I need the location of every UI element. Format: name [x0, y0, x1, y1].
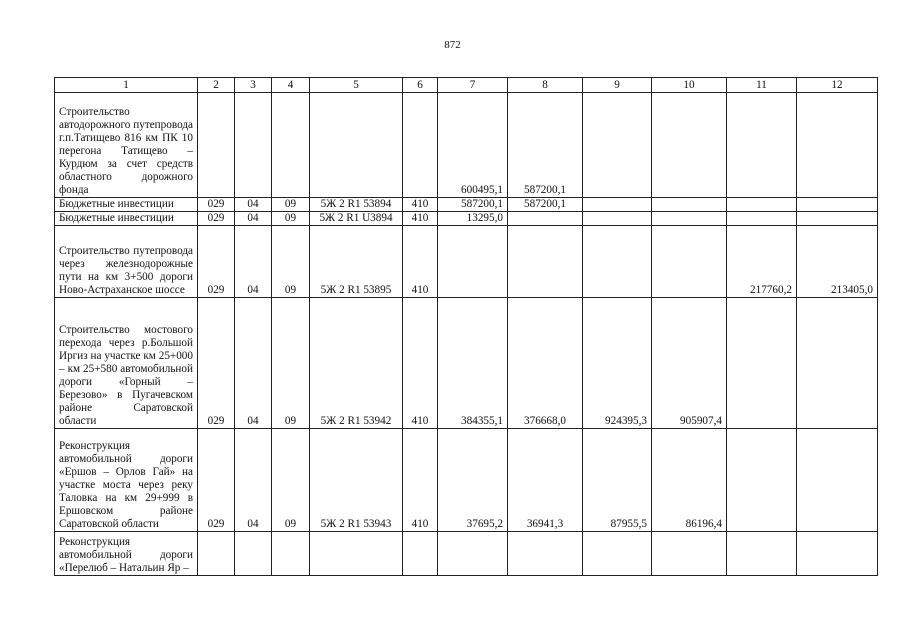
row-name: Бюджетные инвестиции	[55, 212, 198, 226]
cell-ministry: 029	[198, 198, 235, 212]
cell-ministry: 029	[198, 212, 235, 226]
cell-amount-12	[797, 429, 878, 532]
cell-amount-11	[727, 429, 797, 532]
cell-amount-8: 376668,0	[508, 298, 583, 429]
col-header: 7	[438, 78, 508, 93]
cell-expense-type	[403, 93, 438, 198]
row-name: Реконструкция автомобильной дороги «Перелюб – Натальин Яр –	[55, 532, 198, 576]
cell-amount-12	[797, 93, 878, 198]
cell-amount-12	[797, 212, 878, 226]
cell-ministry: 029	[198, 298, 235, 429]
cell-amount-11	[727, 93, 797, 198]
cell-expense-type: 410	[403, 429, 438, 532]
cell-subsection: 09	[272, 429, 310, 532]
table-row	[55, 298, 878, 429]
cell-ministry	[198, 532, 235, 576]
table-row	[55, 429, 878, 532]
cell-section: 04	[235, 198, 272, 212]
cell-amount-12	[797, 532, 878, 576]
col-header: 1	[55, 78, 198, 93]
cell-amount-11	[727, 298, 797, 429]
cell-section: 04	[235, 298, 272, 429]
cell-ministry: 029	[198, 226, 235, 298]
table-row	[55, 198, 878, 212]
cell-amount-10	[652, 226, 727, 298]
cell-amount-11	[727, 212, 797, 226]
row-name: Бюджетные инвестиции	[55, 198, 198, 212]
col-header: 4	[272, 78, 310, 93]
cell-amount-9	[583, 198, 652, 212]
cell-target-code: 5Ж 2 R1 53894	[310, 198, 403, 212]
cell-target-code	[310, 93, 403, 198]
cell-amount-9	[583, 212, 652, 226]
cell-amount-11: 217760,2	[727, 226, 797, 298]
cell-amount-9	[583, 226, 652, 298]
cell-amount-8: 36941,3	[508, 429, 583, 532]
cell-expense-type: 410	[403, 198, 438, 212]
cell-section	[235, 532, 272, 576]
cell-amount-10: 86196,4	[652, 429, 727, 532]
cell-subsection	[272, 93, 310, 198]
col-header: 12	[797, 78, 878, 93]
row-name: Строительство путепровода через железнодорожные пути на км 3+500 дороги Ново-Астраханское шоссе	[55, 226, 198, 298]
cell-section: 04	[235, 226, 272, 298]
cell-amount-8: 587200,1	[508, 93, 583, 198]
cell-amount-10	[652, 532, 727, 576]
cell-amount-11	[727, 198, 797, 212]
cell-expense-type: 410	[403, 298, 438, 429]
cell-amount-7: 37695,2	[438, 429, 508, 532]
col-header: 5	[310, 78, 403, 93]
page-number: 872	[444, 39, 461, 51]
cell-amount-9	[583, 93, 652, 198]
cell-amount-10: 905907,4	[652, 298, 727, 429]
col-header: 10	[652, 78, 727, 93]
cell-ministry: 029	[198, 429, 235, 532]
cell-expense-type: 410	[403, 212, 438, 226]
cell-subsection: 09	[272, 198, 310, 212]
col-header: 2	[198, 78, 235, 93]
cell-amount-8	[508, 226, 583, 298]
table-row	[55, 212, 878, 226]
cell-amount-12	[797, 298, 878, 429]
cell-amount-12: 213405,0	[797, 226, 878, 298]
cell-amount-9: 87955,5	[583, 429, 652, 532]
cell-target-code	[310, 532, 403, 576]
cell-amount-7: 600495,1	[438, 93, 508, 198]
cell-amount-8: 587200,1	[508, 198, 583, 212]
cell-amount-8	[508, 212, 583, 226]
cell-subsection	[272, 532, 310, 576]
cell-section: 04	[235, 212, 272, 226]
cell-amount-7	[438, 532, 508, 576]
budget-table	[54, 77, 878, 576]
cell-amount-7: 13295,0	[438, 212, 508, 226]
cell-target-code: 5Ж 2 R1 U3894	[310, 212, 403, 226]
cell-subsection: 09	[272, 298, 310, 429]
row-name: Строительство автодорожного путепровода г.п.Татищево 816 км ПК 10 перегона Татищево – Курдюм за счет средств областного дорожного фонда	[55, 93, 198, 198]
cell-section	[235, 93, 272, 198]
cell-amount-10	[652, 198, 727, 212]
cell-target-code: 5Ж 2 R1 53895	[310, 226, 403, 298]
row-name: Реконструкция автомобильной дороги «Ершов – Орлов Гай» на участке моста через реку Таловка на км 29+999 в Ершовском районе Саратовской области	[55, 429, 198, 532]
cell-expense-type: 410	[403, 226, 438, 298]
cell-amount-10	[652, 93, 727, 198]
cell-amount-9: 924395,3	[583, 298, 652, 429]
table-row	[55, 532, 878, 576]
cell-target-code: 5Ж 2 R1 53942	[310, 298, 403, 429]
table-row	[55, 93, 878, 198]
cell-amount-7: 384355,1	[438, 298, 508, 429]
cell-ministry	[198, 93, 235, 198]
cell-amount-8	[508, 532, 583, 576]
col-header: 3	[235, 78, 272, 93]
col-header: 8	[508, 78, 583, 93]
cell-amount-7	[438, 226, 508, 298]
cell-amount-12	[797, 198, 878, 212]
header-row	[55, 78, 878, 93]
row-name: Строительство мостового перехода через р.Большой Иргиз на участке км 25+000 – км 25+580 автомобильной дороги «Горный – Березово» в Пугачевском районе Саратовской области	[55, 298, 198, 429]
cell-section: 04	[235, 429, 272, 532]
cell-expense-type	[403, 532, 438, 576]
cell-amount-9	[583, 532, 652, 576]
col-header: 6	[403, 78, 438, 93]
table-row	[55, 226, 878, 298]
cell-subsection: 09	[272, 212, 310, 226]
cell-amount-10	[652, 212, 727, 226]
col-header: 11	[727, 78, 797, 93]
cell-amount-11	[727, 532, 797, 576]
col-header: 9	[583, 78, 652, 93]
cell-target-code: 5Ж 2 R1 53943	[310, 429, 403, 532]
cell-subsection: 09	[272, 226, 310, 298]
cell-amount-7: 587200,1	[438, 198, 508, 212]
